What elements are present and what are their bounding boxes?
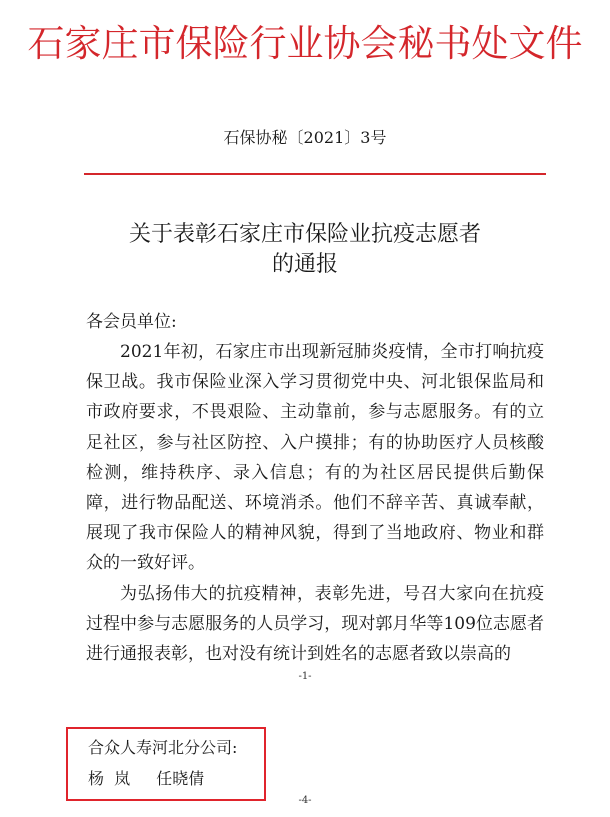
salutation: 各会员单位:	[86, 312, 177, 332]
volunteer-names	[88, 769, 204, 789]
body-text	[86, 337, 544, 669]
notice-title-line-1: 关于表彰石家庄市保险业抗疫志愿者	[128, 222, 481, 247]
red-divider-line	[84, 173, 546, 175]
notice-title	[0, 220, 610, 280]
body-paragraph-2: 为弘扬伟大的抗疫精神，表彰先进，号召大家向在抗疫过程中参与志愿服务的人员学习，现对郭月华等109位志愿者进行通报表彰，也对没有统计到姓名的志愿者致以崇高的	[86, 583, 544, 665]
notice-title-line-2: 的通报	[271, 252, 338, 277]
document-header-title: 石家庄市保险行业协会秘书处文件	[27, 22, 583, 65]
body-paragraph-1: 2021年初，石家庄市出现新冠肺炎疫情，全市打响抗疫保卫战。我市保险业深入学习贯彻党中央、河北银保监局和市政府要求，不畏艰险、主动靠前，参与志愿服务。有的立足社区，参与社区防控、入户摸排；有的协助医疗人员核酸检测，维持秩序、录入信息；有的为社区居民提供后勤保障，进行物品配送、环境消杀。他们不辞辛苦、真诚奉献，展现了我市保险人的精神风貌，得到了当地政府、物业和群众的一致好评。	[86, 342, 544, 574]
document-number: 石保协秘〔2021〕3号	[223, 128, 387, 147]
volunteer-name: 任晓倩	[156, 769, 205, 788]
page-number-1: -1-	[298, 671, 312, 682]
company-name: 合众人寿河北分公司:	[88, 738, 238, 757]
volunteer-name: 杨 岚	[88, 769, 131, 788]
page-number-4: -4-	[298, 795, 312, 806]
